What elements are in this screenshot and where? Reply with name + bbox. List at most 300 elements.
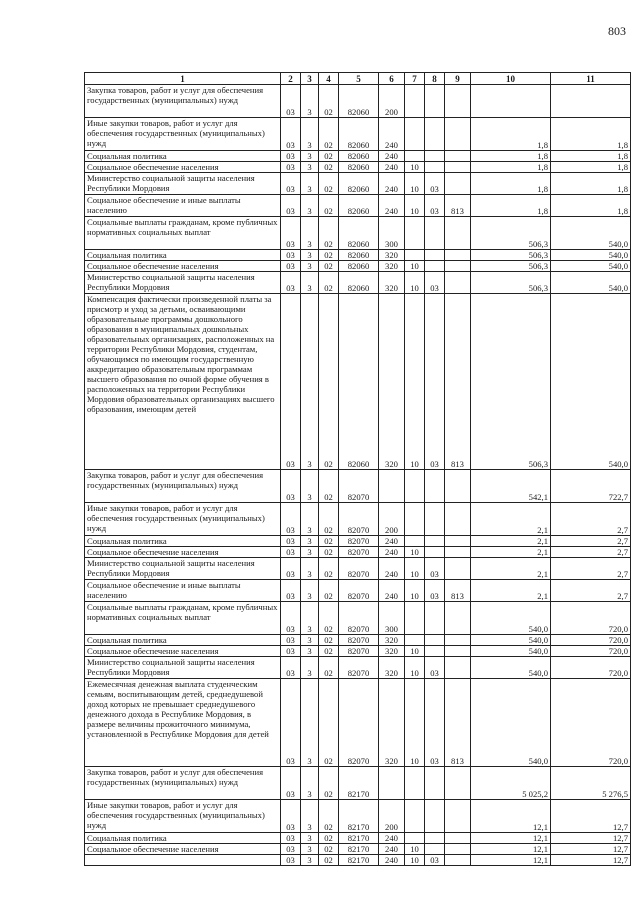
amount-2024-cell: 506,3 [471,217,551,250]
row-code-8-cell [445,250,471,261]
row-code-5-cell: 240 [379,118,405,151]
table-row [85,85,631,118]
row-code-5-cell: 240 [379,151,405,162]
row-code-4-cell: 82170 [339,767,379,800]
row-name-cell: Закупка товаров, работ и услуг для обеспечения государственных (муниципальных) нужд [85,85,281,118]
row-code-5-cell: 200 [379,800,405,833]
table-row [85,294,631,470]
row-code-1-cell: 03 [281,580,301,602]
row-code-6-cell: 10 [405,679,425,767]
amount-2025-cell: 1,8 [551,162,631,173]
table-header-row [85,73,631,85]
row-name-cell: Социальная политика [85,833,281,844]
row-code-5-cell: 240 [379,833,405,844]
row-code-2-cell: 3 [301,558,319,580]
row-code-1-cell: 03 [281,503,301,536]
row-code-4-cell: 82170 [339,800,379,833]
row-code-3-cell: 02 [319,844,339,855]
row-code-7-cell [425,833,445,844]
table-row [85,151,631,162]
row-code-1-cell: 03 [281,261,301,272]
row-code-5-cell: 240 [379,558,405,580]
row-code-2-cell: 3 [301,635,319,646]
row-code-6-cell: 10 [405,294,425,470]
row-code-7-cell [425,151,445,162]
row-code-3-cell: 02 [319,250,339,261]
row-code-5-cell: 300 [379,602,405,635]
row-code-4-cell: 82060 [339,217,379,250]
row-name-cell: Социальное обеспечение населения [85,261,281,272]
table-row [85,261,631,272]
row-name-cell: Социальные выплаты гражданам, кроме публичных нормативных социальных выплат [85,217,281,250]
amount-2025-cell: 5 276,5 [551,767,631,800]
table-row [85,580,631,602]
row-name-cell: Ежемесячная денежная выплата студенческим семьям, воспитывающим детей, среднедушевой доход которых не превышает среднедушевого денежного дохода в Республике Мордовия, в размере величины прожиточного минимума, установленной в Республике Мордовия для детей [85,679,281,767]
table-row [85,250,631,261]
row-code-3-cell: 02 [319,558,339,580]
row-code-6-cell [405,470,425,503]
row-code-8-cell [445,833,471,844]
row-name-cell: Социальное обеспечение населения [85,547,281,558]
row-name-cell: Иные закупки товаров, работ и услуг для обеспечения государственных (муниципальных) нужд [85,800,281,833]
row-code-6-cell: 10 [405,173,425,195]
row-code-4-cell: 82070 [339,547,379,558]
row-code-2-cell: 3 [301,261,319,272]
table-row [85,558,631,580]
row-code-1-cell: 03 [281,833,301,844]
amount-2024-cell: 542,1 [471,470,551,503]
amount-2024-cell: 1,8 [471,195,551,217]
amount-2024-cell [471,85,551,118]
row-code-6-cell: 10 [405,558,425,580]
table-row [85,547,631,558]
row-code-5-cell: 240 [379,547,405,558]
row-code-7-cell [425,800,445,833]
row-code-2-cell: 3 [301,250,319,261]
row-code-3-cell: 02 [319,635,339,646]
row-code-6-cell: 10 [405,261,425,272]
row-code-7-cell [425,118,445,151]
table-row [85,173,631,195]
row-code-3-cell: 02 [319,217,339,250]
row-code-6-cell [405,635,425,646]
row-code-7-cell [425,767,445,800]
table-row [85,195,631,217]
row-code-8-cell [445,151,471,162]
row-code-8-cell [445,767,471,800]
amount-2024-cell: 2,1 [471,547,551,558]
row-name-cell: Социальное обеспечение населения [85,646,281,657]
row-code-4-cell: 82060 [339,261,379,272]
row-code-7-cell [425,844,445,855]
row-code-1-cell: 03 [281,844,301,855]
row-code-8-cell: 813 [445,195,471,217]
row-code-4-cell: 82060 [339,195,379,217]
amount-2025-cell: 720,0 [551,646,631,657]
amount-2025-cell: 12,7 [551,855,631,866]
amount-2024-cell: 540,0 [471,602,551,635]
row-code-2-cell: 3 [301,547,319,558]
row-code-1-cell: 03 [281,657,301,679]
row-code-1-cell: 03 [281,767,301,800]
amount-2024-cell: 540,0 [471,635,551,646]
amount-2024-cell: 12,1 [471,800,551,833]
row-code-4-cell: 82070 [339,646,379,657]
amount-2025-cell: 2,7 [551,547,631,558]
amount-2025-cell: 1,8 [551,151,631,162]
row-code-4-cell: 82060 [339,250,379,261]
row-name-cell: Закупка товаров, работ и услуг для обеспечения государственных (муниципальных) нужд [85,470,281,503]
amount-2024-cell: 1,8 [471,162,551,173]
row-code-2-cell: 3 [301,602,319,635]
row-code-4-cell: 82070 [339,558,379,580]
row-code-4-cell: 82060 [339,162,379,173]
amount-2024-cell: 12,1 [471,844,551,855]
row-code-1-cell: 03 [281,547,301,558]
amount-2024-cell: 1,8 [471,118,551,151]
table-row [85,470,631,503]
row-code-8-cell [445,635,471,646]
row-code-3-cell: 02 [319,855,339,866]
row-code-2-cell: 3 [301,470,319,503]
row-code-5-cell: 320 [379,657,405,679]
row-code-7-cell [425,646,445,657]
row-code-6-cell: 10 [405,195,425,217]
row-code-1-cell: 03 [281,85,301,118]
row-code-3-cell: 02 [319,503,339,536]
amount-2025-cell: 720,0 [551,602,631,635]
row-code-7-cell: 03 [425,294,445,470]
amount-2025-cell: 1,8 [551,195,631,217]
row-name-cell: Иные закупки товаров, работ и услуг для обеспечения государственных (муниципальных) нужд [85,503,281,536]
row-name-cell: Иные закупки товаров, работ и услуг для обеспечения государственных (муниципальных) нужд [85,118,281,151]
row-code-3-cell: 02 [319,470,339,503]
row-code-5-cell: 240 [379,855,405,866]
amount-2025-cell: 12,7 [551,844,631,855]
row-code-2-cell: 3 [301,173,319,195]
amount-2025-cell: 1,8 [551,173,631,195]
amount-2024-cell: 5 025,2 [471,767,551,800]
row-code-8-cell [445,602,471,635]
row-name-cell: Министерство социальной защиты населения Республики Мордовия [85,272,281,294]
row-code-4-cell: 82170 [339,855,379,866]
row-code-8-cell [445,844,471,855]
row-code-4-cell: 82070 [339,470,379,503]
amount-2025-cell: 2,7 [551,558,631,580]
row-code-3-cell: 02 [319,272,339,294]
row-code-4-cell: 82060 [339,151,379,162]
row-code-6-cell [405,118,425,151]
amount-2025-cell: 2,7 [551,536,631,547]
row-code-6-cell [405,217,425,250]
header-cell: 8 [425,73,445,85]
row-code-1-cell: 03 [281,536,301,547]
table-row [85,800,631,833]
table-row [85,118,631,151]
row-code-7-cell: 03 [425,272,445,294]
row-code-6-cell [405,833,425,844]
table-row [85,503,631,536]
row-name-cell: Социальное обеспечение населения [85,844,281,855]
row-code-4-cell: 82060 [339,85,379,118]
amount-2024-cell: 540,0 [471,679,551,767]
row-code-5-cell: 320 [379,272,405,294]
row-code-2-cell: 3 [301,503,319,536]
row-code-3-cell: 02 [319,657,339,679]
row-code-5-cell: 200 [379,85,405,118]
row-code-3-cell: 02 [319,833,339,844]
row-code-5-cell: 240 [379,580,405,602]
row-code-7-cell [425,536,445,547]
row-code-8-cell [445,85,471,118]
row-code-3-cell: 02 [319,800,339,833]
row-code-3-cell: 02 [319,195,339,217]
row-code-4-cell: 82060 [339,118,379,151]
row-code-2-cell: 3 [301,767,319,800]
row-code-8-cell [445,800,471,833]
header-cell: 2 [281,73,301,85]
row-code-7-cell: 03 [425,679,445,767]
row-code-2-cell: 3 [301,536,319,547]
row-code-4-cell: 82170 [339,833,379,844]
row-code-5-cell: 320 [379,679,405,767]
amount-2024-cell: 12,1 [471,833,551,844]
amount-2024-cell: 540,0 [471,657,551,679]
row-code-1-cell: 03 [281,217,301,250]
row-code-3-cell: 02 [319,118,339,151]
amount-2025-cell [551,85,631,118]
row-code-4-cell: 82060 [339,272,379,294]
row-code-7-cell: 03 [425,580,445,602]
amount-2025-cell: 720,0 [551,657,631,679]
row-name-cell: Министерство социальной защиты населения Республики Мордовия [85,558,281,580]
header-cell: 9 [445,73,471,85]
row-code-3-cell: 02 [319,646,339,657]
row-code-4-cell: 82060 [339,294,379,470]
row-code-3-cell: 02 [319,536,339,547]
row-code-6-cell [405,151,425,162]
row-code-5-cell: 240 [379,173,405,195]
row-code-7-cell: 03 [425,855,445,866]
row-code-7-cell: 03 [425,558,445,580]
row-code-4-cell: 82070 [339,536,379,547]
row-code-1-cell: 03 [281,162,301,173]
table-row [85,767,631,800]
amount-2024-cell: 12,1 [471,855,551,866]
table-row [85,833,631,844]
row-code-8-cell [445,272,471,294]
row-code-4-cell: 82070 [339,679,379,767]
header-cell: 1 [85,73,281,85]
row-code-7-cell [425,85,445,118]
row-name-cell: Социальное обеспечение населения [85,162,281,173]
row-code-7-cell: 03 [425,657,445,679]
header-cell: 7 [405,73,425,85]
row-name-cell: Закупка товаров, работ и услуг для обеспечения государственных (муниципальных) нужд [85,767,281,800]
row-code-1-cell: 03 [281,173,301,195]
amount-2025-cell: 2,7 [551,503,631,536]
amount-2024-cell: 2,1 [471,536,551,547]
row-code-7-cell [425,503,445,536]
row-code-3-cell: 02 [319,767,339,800]
amount-2025-cell: 540,0 [551,261,631,272]
amount-2025-cell: 12,7 [551,833,631,844]
row-code-8-cell [445,261,471,272]
row-name-cell: Компенсация фактически произведенной платы за присмотр и уход за детьми, осваивающими образовательные программы дошкольного образования в муниципальных дошкольных образовательных организациях, расположенных на территории Республики Мордовия, студентам, обучающимся по имеющим государственную аккредитацию образовательным программам высшего образования по очной форме обучения в расположенных на территории Республики Мордовия образовательных организациях высшего образования, имеющим детей [85,294,281,470]
amount-2025-cell: 540,0 [551,250,631,261]
row-code-3-cell: 02 [319,547,339,558]
row-code-4-cell: 82070 [339,503,379,536]
row-code-3-cell: 02 [319,173,339,195]
row-code-6-cell: 10 [405,657,425,679]
row-code-8-cell [445,646,471,657]
row-code-2-cell: 3 [301,151,319,162]
row-code-6-cell [405,250,425,261]
row-name-cell: Социальная политика [85,635,281,646]
row-code-7-cell [425,250,445,261]
row-code-5-cell: 240 [379,536,405,547]
table-row [85,217,631,250]
row-name-cell: Социальная политика [85,250,281,261]
row-code-1-cell: 03 [281,855,301,866]
table-row [85,844,631,855]
row-code-6-cell: 10 [405,646,425,657]
amount-2025-cell: 540,0 [551,294,631,470]
row-name-cell: Министерство социальной защиты населения Республики Мордовия [85,657,281,679]
row-code-1-cell: 03 [281,272,301,294]
row-code-3-cell: 02 [319,151,339,162]
row-code-3-cell: 02 [319,602,339,635]
row-name-cell: Социальное обеспечение и иные выплаты населению [85,195,281,217]
row-code-8-cell [445,470,471,503]
row-code-6-cell: 10 [405,580,425,602]
row-code-2-cell: 3 [301,580,319,602]
row-code-7-cell [425,217,445,250]
row-code-2-cell: 3 [301,646,319,657]
row-code-5-cell: 240 [379,844,405,855]
amount-2024-cell: 506,3 [471,250,551,261]
row-name-cell: Социальная политика [85,151,281,162]
row-code-7-cell [425,547,445,558]
row-code-2-cell: 3 [301,657,319,679]
row-code-1-cell: 03 [281,195,301,217]
amount-2024-cell: 506,3 [471,272,551,294]
row-code-6-cell: 10 [405,844,425,855]
row-code-8-cell [445,217,471,250]
row-code-6-cell [405,536,425,547]
row-name-cell: Социальное обеспечение и иные выплаты населению [85,580,281,602]
row-code-7-cell: 03 [425,195,445,217]
row-code-8-cell [445,118,471,151]
row-code-4-cell: 82170 [339,844,379,855]
row-code-5-cell: 320 [379,250,405,261]
row-code-8-cell [445,855,471,866]
row-code-2-cell: 3 [301,118,319,151]
header-cell: 5 [339,73,379,85]
row-code-4-cell: 82070 [339,602,379,635]
row-code-3-cell: 02 [319,261,339,272]
row-code-8-cell [445,657,471,679]
amount-2025-cell: 722,7 [551,470,631,503]
row-name-cell: Министерство социальной защиты населения Республики Мордовия [85,173,281,195]
row-code-3-cell: 02 [319,85,339,118]
amount-2024-cell: 1,8 [471,173,551,195]
amount-2024-cell: 2,1 [471,558,551,580]
row-code-2-cell: 3 [301,272,319,294]
row-code-4-cell: 82070 [339,580,379,602]
row-code-5-cell: 300 [379,217,405,250]
row-code-6-cell: 10 [405,162,425,173]
row-code-7-cell [425,602,445,635]
row-code-1-cell: 03 [281,635,301,646]
row-code-5-cell: 320 [379,646,405,657]
row-code-1-cell: 03 [281,250,301,261]
amount-2024-cell: 506,3 [471,261,551,272]
row-code-2-cell: 3 [301,162,319,173]
row-code-8-cell [445,503,471,536]
row-code-3-cell: 02 [319,162,339,173]
header-cell: 6 [379,73,405,85]
row-code-4-cell: 82060 [339,173,379,195]
header-cell: 11 [551,73,631,85]
table-row [85,679,631,767]
row-code-8-cell [445,162,471,173]
row-code-8-cell [445,173,471,195]
row-code-2-cell: 3 [301,855,319,866]
row-code-1-cell: 03 [281,602,301,635]
amount-2024-cell: 2,1 [471,580,551,602]
row-code-6-cell: 10 [405,547,425,558]
row-code-1-cell: 03 [281,800,301,833]
row-code-1-cell: 03 [281,679,301,767]
row-code-4-cell: 82070 [339,657,379,679]
row-code-7-cell [425,261,445,272]
row-code-6-cell [405,602,425,635]
row-code-1-cell: 03 [281,646,301,657]
amount-2025-cell: 720,0 [551,679,631,767]
amount-2024-cell: 1,8 [471,151,551,162]
row-code-5-cell: 200 [379,503,405,536]
row-code-3-cell: 02 [319,679,339,767]
row-code-5-cell [379,470,405,503]
row-code-2-cell: 3 [301,833,319,844]
row-code-3-cell: 02 [319,294,339,470]
table-row [85,855,631,866]
row-code-1-cell: 03 [281,151,301,162]
amount-2025-cell: 540,0 [551,217,631,250]
row-code-6-cell [405,767,425,800]
amount-2025-cell: 540,0 [551,272,631,294]
row-code-5-cell: 240 [379,195,405,217]
page-number: 803 [608,24,626,38]
row-code-1-cell: 03 [281,470,301,503]
amount-2025-cell: 1,8 [551,118,631,151]
row-code-6-cell: 10 [405,855,425,866]
amount-2024-cell: 2,1 [471,503,551,536]
row-code-2-cell: 3 [301,800,319,833]
row-code-8-cell [445,547,471,558]
row-code-3-cell: 02 [319,580,339,602]
amount-2024-cell: 540,0 [471,646,551,657]
amount-2024-cell: 506,3 [471,294,551,470]
row-code-5-cell: 240 [379,162,405,173]
budget-table [84,72,631,866]
row-name-cell: Социальные выплаты гражданам, кроме публичных нормативных социальных выплат [85,602,281,635]
row-code-5-cell: 320 [379,635,405,646]
row-code-7-cell [425,162,445,173]
row-code-2-cell: 3 [301,679,319,767]
row-code-2-cell: 3 [301,294,319,470]
